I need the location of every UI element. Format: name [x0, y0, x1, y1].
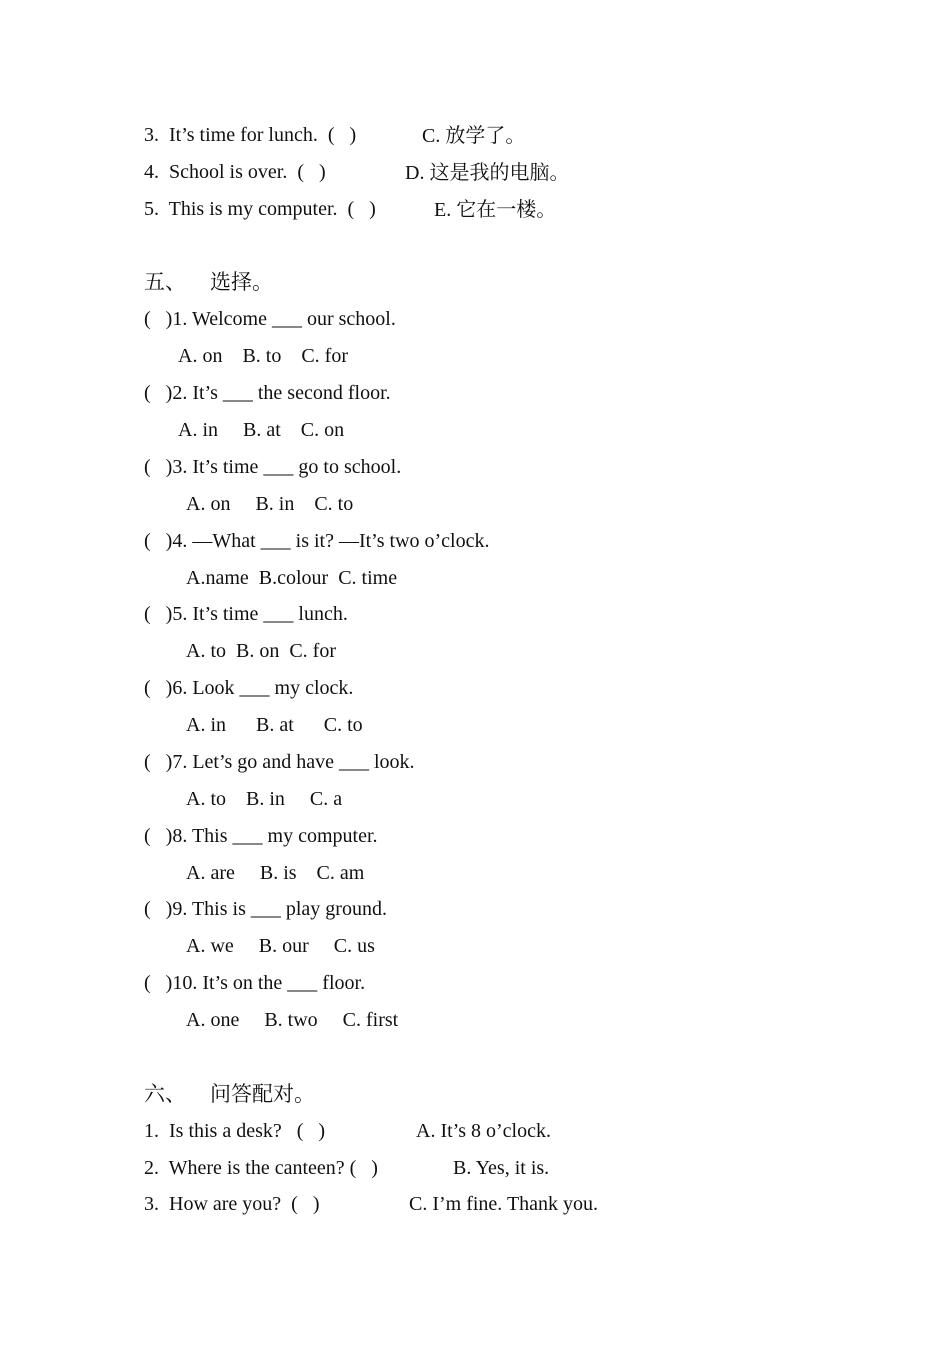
pair-answer-a: A. It’s 8 o’clock.	[416, 1120, 551, 1142]
answer-letter: D.	[405, 162, 425, 184]
pair-answer-c: C. I’m fine. Thank you.	[409, 1193, 599, 1215]
pair-answer-b: B. Yes, it is.	[453, 1157, 550, 1179]
choice-options-5: A. to B. on C. for	[186, 640, 336, 662]
match-question-4: 4. School is over. ( )	[144, 161, 326, 183]
choice-options-1: A. on B. to C. for	[178, 345, 348, 367]
choice-options-6: A. in B. at C. to	[186, 714, 363, 736]
answer-chinese: 这是我的电脑。	[429, 160, 570, 184]
answer-chinese: 它在一楼。	[456, 197, 557, 221]
choice-question-2: ( )2. It’s ___ the second floor.	[144, 382, 391, 404]
choice-question-9: ( )9. This is ___ play ground.	[144, 898, 387, 920]
pair-question-3: 3. How are you? ( )	[144, 1193, 320, 1215]
choice-options-10: A. one B. two C. first	[186, 1009, 399, 1031]
match-answer-e	[434, 196, 556, 223]
answer-chinese: 放学了。	[445, 123, 526, 147]
choice-options-8: A. are B. is C. am	[186, 862, 365, 884]
section-title: 问答配对。	[210, 1082, 315, 1106]
choice-options-4: A.name B.colour C. time	[186, 567, 398, 589]
pair-question-2: 2. Where is the canteen? ( )	[144, 1157, 378, 1179]
choice-options-7: A. to B. in C. a	[186, 788, 343, 810]
choice-question-3: ( )3. It’s time ___ go to school.	[144, 456, 402, 478]
section-5-heading	[144, 269, 273, 295]
choice-question-7: ( )7. Let’s go and have ___ look.	[144, 751, 415, 773]
choice-question-8: ( )8. This ___ my computer.	[144, 825, 378, 847]
section-number: 五、	[144, 270, 186, 294]
choice-question-5: ( )5. It’s time ___ lunch.	[144, 603, 348, 625]
choice-question-4: ( )4. —What ___ is it? —It’s two o’clock.	[144, 530, 490, 552]
match-question-5: 5. This is my computer. ( )	[144, 198, 376, 220]
match-answer-d	[405, 159, 569, 186]
answer-letter: C.	[422, 125, 441, 147]
pair-question-1: 1. Is this a desk? ( )	[144, 1120, 326, 1142]
section-6-heading	[144, 1081, 315, 1107]
section-number: 六、	[144, 1082, 186, 1106]
match-answer-c	[422, 122, 525, 149]
choice-options-3: A. on B. in C. to	[186, 493, 354, 515]
choice-question-10: ( )10. It’s on the ___ floor.	[144, 972, 366, 994]
section-title: 选择。	[210, 270, 273, 294]
match-question-3: 3. It’s time for lunch. ( )	[144, 124, 357, 146]
answer-letter: E.	[434, 199, 452, 221]
choice-question-6: ( )6. Look ___ my clock.	[144, 677, 354, 699]
choice-options-9: A. we B. our C. us	[186, 935, 375, 957]
choice-options-2: A. in B. at C. on	[178, 419, 345, 441]
choice-question-1: ( )1. Welcome ___ our school.	[144, 308, 396, 330]
